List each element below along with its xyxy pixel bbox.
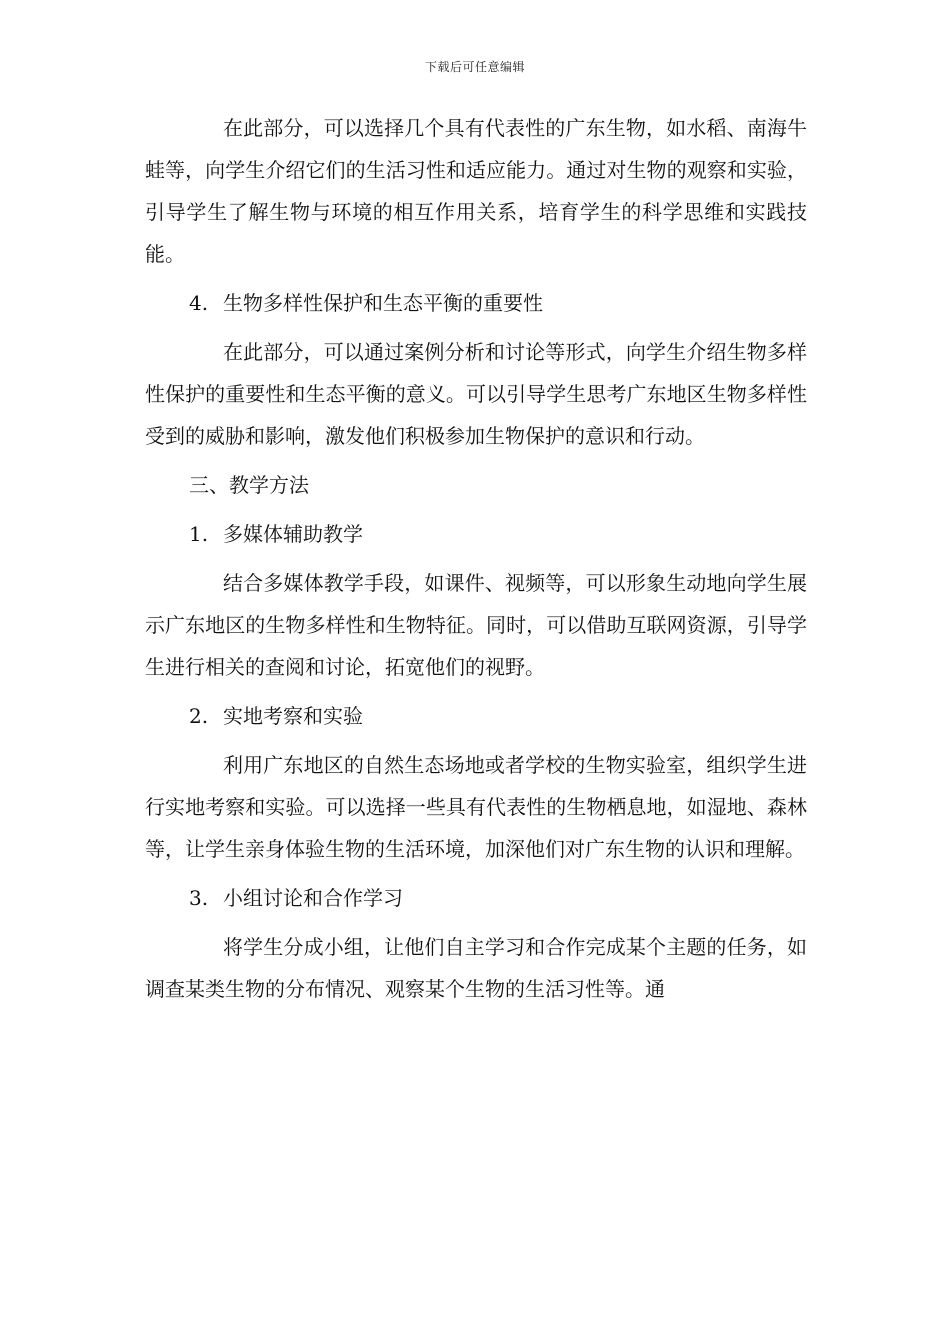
heading-number: 4. <box>189 291 209 315</box>
paragraph: 将学生分成小组，让他们自主学习和合作完成某个主题的任务，如调查某类生物的分布情况、观察某个生物的生活习性等。通 <box>145 935 807 1001</box>
subsection-heading <box>145 695 807 737</box>
document-body <box>145 107 807 1017</box>
paragraph: 在此部分，可以选择几个具有代表性的广东生物，如水稻、南海牛蛙等，向学生介绍它们的生活习性和适应能力。通过对生物的观察和实验，引导学生了解生物与环境的相互作用关系，培育学生的科学思维和实践技能。 <box>145 116 807 266</box>
heading-text: 多媒体辅助教学 <box>223 522 363 546</box>
subsection-heading <box>145 513 807 555</box>
heading-number: 2. <box>189 704 209 728</box>
paragraph: 在此部分，可以通过案例分析和讨论等形式，向学生介绍生物多样性保护的重要性和生态平衡的意义。可以引导学生思考广东地区生物多样性受到的威胁和影响，激发他们积极参加生物保护的意识和行动。 <box>145 340 807 448</box>
paragraph: 结合多媒体教学手段，如课件、视频等，可以形象生动地向学生展示广东地区的生物多样性和生物特征。同时，可以借助互联网资源，引导学生进行相关的查阅和讨论，拓宽他们的视野。 <box>145 571 807 679</box>
subsection-heading <box>145 877 807 919</box>
subsection-heading <box>145 282 807 324</box>
heading-text: 小组讨论和合作学习 <box>223 886 403 910</box>
heading-number: 1. <box>189 522 209 546</box>
section-heading: 三、教学方法 <box>189 473 309 497</box>
heading-text: 生物多样性保护和生态平衡的重要性 <box>223 291 543 315</box>
heading-text: 实地考察和实验 <box>223 704 363 728</box>
heading-number: 3. <box>189 886 209 910</box>
paragraph: 利用广东地区的自然生态场地或者学校的生物实验室，组织学生进行实地考察和实验。可以选择一些具有代表性的生物栖息地，如湿地、森林等，让学生亲身体验生物的生活环境，加深他们对广东生物的认识和理解。 <box>145 753 807 861</box>
header-note: 下载后可任意编辑 <box>424 60 525 74</box>
